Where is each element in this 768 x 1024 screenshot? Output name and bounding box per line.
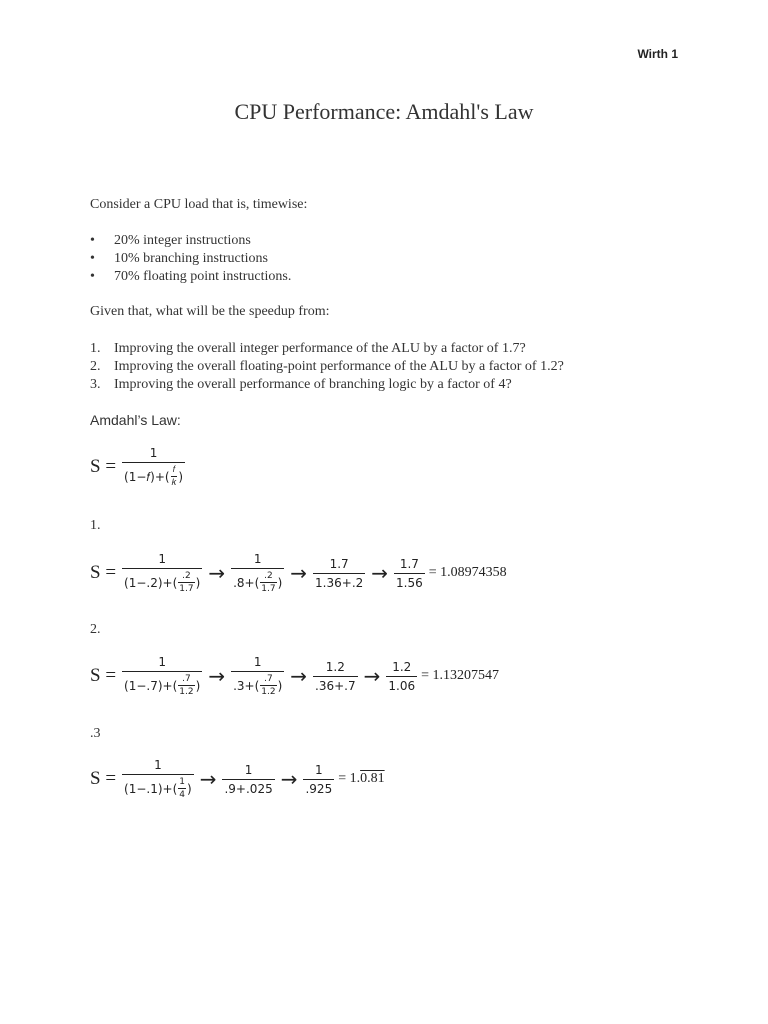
step-fraction <box>122 758 194 800</box>
question-text: Improving the overall integer performance of the ALU by a factor of 1.7? <box>114 341 526 356</box>
question-item <box>90 376 564 394</box>
step-fraction <box>122 552 202 594</box>
question-text: Improving the overall floating-point performance of the ALU by a factor of 1.2? <box>114 359 564 374</box>
law-label: Amdahl’s Law: <box>90 412 181 428</box>
fraction-numerator: 1 <box>158 552 166 566</box>
list-item: • 10% branching instructions <box>90 250 291 268</box>
step-fraction <box>303 763 334 796</box>
fraction-numerator: 1 <box>253 552 262 566</box>
intro-text: Consider a CPU load that is, timewise: <box>90 197 308 212</box>
fraction-denominator <box>122 671 202 697</box>
fraction-numerator: 1.2 <box>392 659 412 674</box>
step-fraction <box>313 660 358 693</box>
inner-numerator: .7 <box>182 674 191 684</box>
denominator-suffix: ) <box>187 781 192 796</box>
arrow-icon: → <box>290 561 308 585</box>
equation-result: = 1.08974358 <box>428 565 507 580</box>
fraction-denominator <box>122 774 194 800</box>
fraction-numerator: 1 <box>154 758 162 772</box>
question-text: Improving the overall performance of branching logic by a factor of 4? <box>114 377 512 392</box>
page-title: CPU Performance: Amdahl's Law <box>234 99 534 124</box>
fraction-numerator: 1.7 <box>399 556 419 571</box>
arrow-icon: → <box>280 767 298 791</box>
question-item <box>90 340 564 358</box>
inner-fraction <box>171 465 178 488</box>
inner-numerator: .2 <box>182 571 191 581</box>
question-number: 3. <box>90 377 101 392</box>
solution-2-equation <box>90 651 499 701</box>
inner-denominator: 1.2 <box>179 687 194 697</box>
arrow-icon: → <box>371 561 389 585</box>
denominator-prefix: .3+( <box>233 678 260 693</box>
step-fraction <box>386 660 417 693</box>
inner-numerator: .2 <box>264 571 273 581</box>
solution-label: 1. <box>90 518 101 533</box>
solution-3-equation <box>90 754 385 804</box>
arrow-icon: → <box>208 561 226 585</box>
fraction-numerator: 1.7 <box>329 556 349 571</box>
equation-lhs: S = <box>90 562 117 583</box>
equation-lhs: S = <box>90 768 117 789</box>
amdahl-formula <box>90 442 185 492</box>
arrow-icon: → <box>290 664 308 688</box>
inner-denominator: 1.7 <box>261 584 276 594</box>
fraction-numerator: 1.2 <box>325 659 345 674</box>
inner-fraction <box>178 571 194 594</box>
step-fraction <box>231 552 284 594</box>
inner-denominator: 1.7 <box>179 584 194 594</box>
fraction-denominator: 1.56 <box>394 573 425 590</box>
list-item: • 70% floating point instructions. <box>90 268 291 286</box>
inner-numerator: 1 <box>179 777 186 787</box>
arrow-icon: → <box>363 664 381 688</box>
solution-1-equation <box>90 548 507 598</box>
formula-fraction <box>122 446 185 488</box>
denominator-suffix: ) <box>277 678 283 693</box>
fraction-denominator: .9+.025 <box>222 779 274 796</box>
denominator-prefix: (1−.2)+( <box>124 575 178 590</box>
step-fraction <box>231 655 284 697</box>
fraction-denominator: 1.36+.2 <box>313 573 365 590</box>
fraction-denominator: .925 <box>303 779 334 796</box>
inner-numerator: .7 <box>264 674 273 684</box>
fraction-denominator: 1.06 <box>386 676 417 693</box>
load-breakdown-list <box>90 232 291 286</box>
denominator-prefix: (1−.7)+( <box>124 678 178 693</box>
fraction-denominator <box>231 568 284 594</box>
step-fraction <box>313 557 365 590</box>
step-fraction <box>122 655 202 697</box>
fraction-numerator: 1 <box>158 655 166 669</box>
result-repeating-digits: 0.81 <box>360 771 385 786</box>
formula-lhs: S = <box>90 456 117 477</box>
denominator-prefix: (1−.1)+( <box>124 781 178 796</box>
inner-denominator: 𝑘 <box>171 478 177 488</box>
solution-label: 2. <box>90 622 101 637</box>
equation-result: = 1.13207547 <box>421 668 500 683</box>
fraction-denominator <box>122 568 202 594</box>
fraction-numerator: 1 <box>315 762 323 777</box>
inner-fraction <box>260 674 276 697</box>
question-number: 1. <box>90 341 101 356</box>
arrow-icon: → <box>199 767 217 791</box>
equation-result <box>338 771 384 787</box>
solution-label: .3 <box>90 726 101 741</box>
fraction-denominator: .36+.7 <box>313 676 358 693</box>
result-prefix: = 1. <box>338 771 361 786</box>
inner-denominator: 1.2 <box>261 687 276 697</box>
question-number: 2. <box>90 359 101 374</box>
fraction-numerator: 1 <box>253 655 262 669</box>
inner-numerator: 𝑓 <box>172 465 176 475</box>
step-fraction <box>394 557 425 590</box>
fraction-denominator <box>122 462 185 488</box>
list-item: • 20% integer instructions <box>90 232 291 250</box>
question-intro: Given that, what will be the speedup from: <box>90 304 330 319</box>
page-header-label: Wirth 1 <box>637 47 678 61</box>
question-item <box>90 358 564 376</box>
denominator-suffix: ) <box>195 575 201 590</box>
fraction-numerator: 1 <box>149 446 158 460</box>
inner-fraction <box>178 777 186 800</box>
fraction-numerator: 1 <box>244 762 253 777</box>
denominator-prefix: (1−𝑓)+( <box>124 469 170 484</box>
denominator-prefix: .8+( <box>233 575 260 590</box>
questions-list <box>90 340 564 394</box>
equation-lhs: S = <box>90 665 117 686</box>
fraction-denominator <box>231 671 284 697</box>
inner-denominator: 4 <box>179 790 186 800</box>
step-fraction <box>222 763 274 796</box>
denominator-suffix: ) <box>195 678 201 693</box>
inner-fraction <box>178 674 194 697</box>
denominator-suffix: ) <box>178 469 184 484</box>
inner-fraction <box>260 571 276 594</box>
denominator-suffix: ) <box>277 575 283 590</box>
arrow-icon: → <box>208 664 226 688</box>
